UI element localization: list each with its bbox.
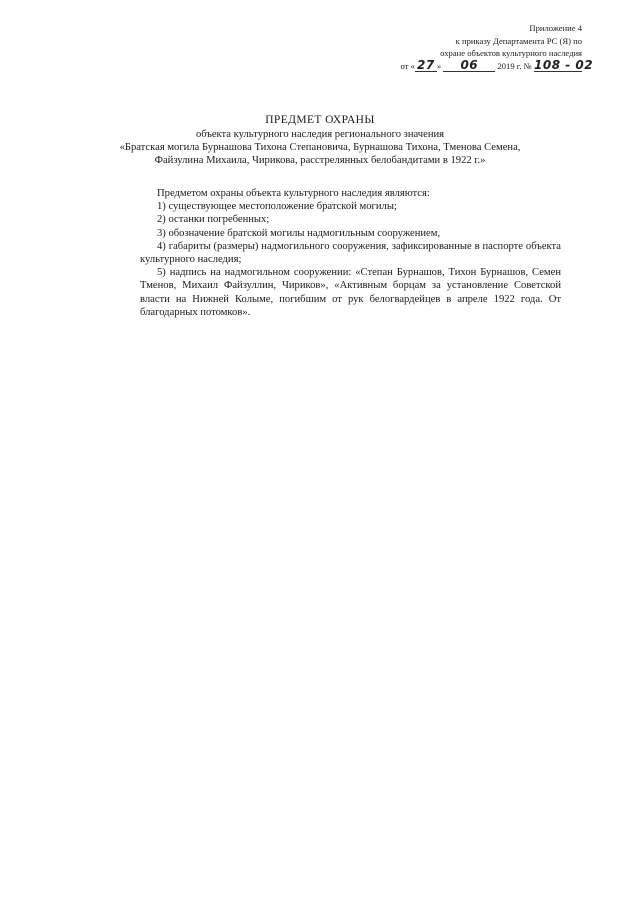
date-mid: » — [436, 60, 442, 71]
body-item-2: 2) останки погребенных; — [157, 214, 270, 226]
title-block — [90, 112, 550, 167]
subtitle-line-2: «Братская могила Бурнашова Тихона Степановича, Бурнашова Тихона, Тменова Семена, — [119, 142, 521, 153]
document-title: ПРЕДМЕТ ОХРАНЫ — [265, 114, 375, 126]
appendix-line-1: Приложение 4 — [529, 23, 582, 33]
subtitle-line-3: Файзулина Михаила, Чирикова, расстрелянных белобандитами в 1922 г.» — [154, 155, 486, 166]
subtitle-line-1: объекта культурного наследия регионального значения — [195, 129, 445, 140]
year-text: 2019 г. № — [497, 60, 532, 71]
date-prefix: от « — [400, 60, 415, 71]
appendix-line-3: охране объектов культурного наследия — [440, 48, 582, 59]
appendix-line-2: к приказу Департамента РС (Я) по — [455, 35, 582, 46]
body-item-5: 5) надпись на надмогильном сооружении: «Степан Бурнашов, Тихон Бурнашов, Семен Тменов, Михаил Файзуллин, Чириков», «Активным борцам за установление Советской власти на Нижней Колыме, погибшим от рук белогвардейцев в апреле 1922 года. От благодарных потомков». — [140, 267, 561, 318]
handwritten-day: 27 — [415, 60, 437, 72]
body-item-4: 4) габариты (размеры) надмогильного сооружения, зафиксированные в паспорте объекта культурного наследия; — [140, 240, 561, 266]
appendix-header — [342, 22, 594, 72]
body-item-3: 3) обозначение братской могилы надмогильным сооружением, — [157, 227, 441, 239]
handwritten-number: 108 - 02 — [534, 57, 594, 72]
appendix-date-line — [342, 57, 594, 73]
body-intro: Предметом охраны объекта культурного наследия являются: — [157, 188, 430, 199]
body-text — [140, 187, 561, 319]
handwritten-month: 06 — [443, 60, 495, 72]
body-item-1: 1) существующее местоположение братской могилы; — [157, 201, 397, 213]
